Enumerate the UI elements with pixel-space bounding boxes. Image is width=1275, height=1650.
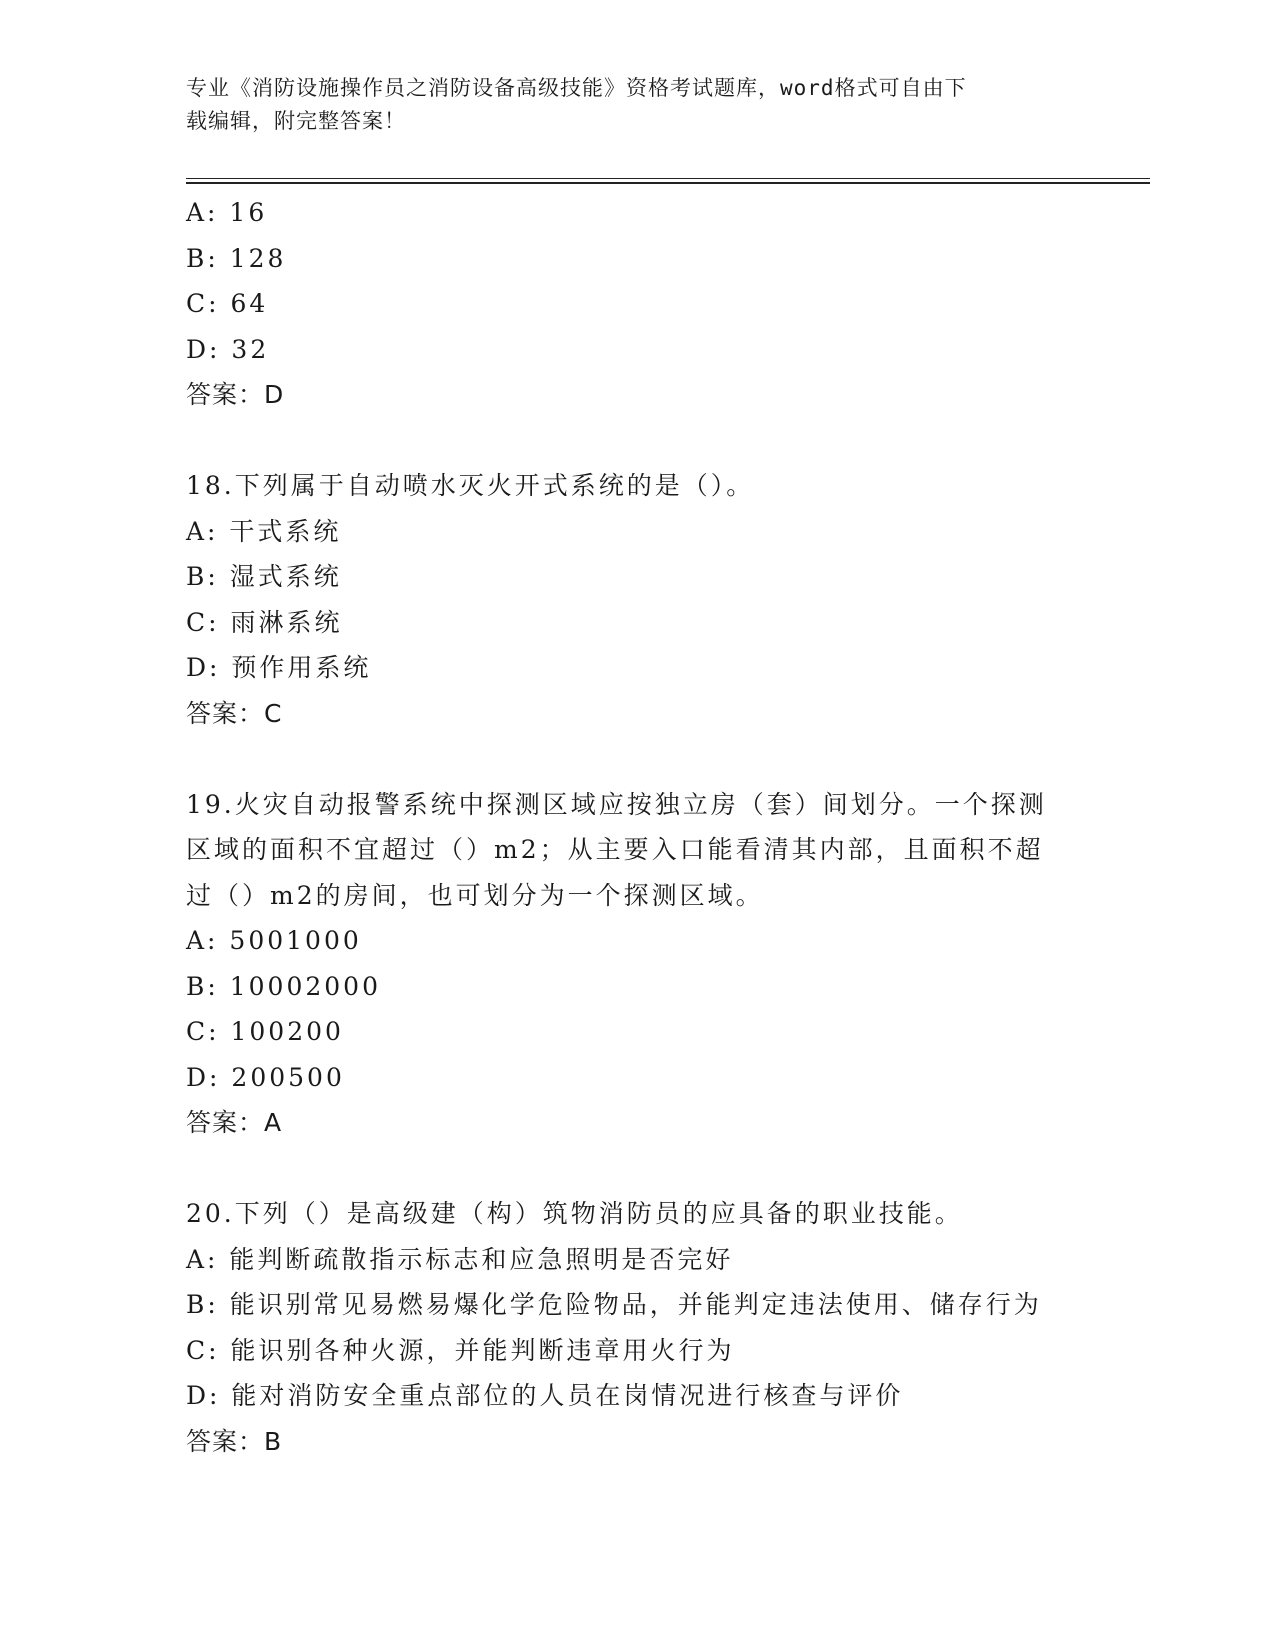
question-block-17 bbox=[186, 190, 1086, 418]
header-rule-thick bbox=[186, 182, 1150, 184]
option-b: B: 10002000 bbox=[186, 971, 381, 1001]
option-d: D: 32 bbox=[186, 334, 270, 364]
option-c: C: 能识别各种火源，并能判断违章用火行为 bbox=[186, 1335, 735, 1365]
option-c: C: 雨淋系统 bbox=[186, 607, 343, 637]
document-header bbox=[186, 72, 1066, 138]
option-c: C: 100200 bbox=[186, 1017, 344, 1046]
question-stem-line-3: 过（）m2的房间，也可划分为一个探测区域。 bbox=[186, 880, 764, 910]
question-block-19 bbox=[186, 782, 1086, 1146]
option-a: A: 能判断疏散指示标志和应急照明是否完好 bbox=[186, 1244, 734, 1274]
option-a: A: 干式系统 bbox=[186, 516, 342, 546]
option-b: B: 128 bbox=[186, 243, 287, 273]
option-c: C: 64 bbox=[186, 289, 269, 318]
answer-line: 答案：A bbox=[186, 1108, 283, 1137]
option-a: A: 5001000 bbox=[186, 926, 362, 955]
answer-line: 答案：D bbox=[186, 380, 285, 409]
option-b: B: 湿式系统 bbox=[186, 562, 342, 591]
spacer bbox=[186, 418, 1086, 464]
option-d: D: 预作用系统 bbox=[186, 653, 372, 682]
spacer bbox=[186, 1146, 1086, 1192]
header-line-1: 专业《消防设施操作员之消防设备高级技能》资格考试题库，word格式可自由下 bbox=[186, 76, 967, 100]
spacer bbox=[186, 736, 1086, 782]
question-block-18 bbox=[186, 463, 1086, 736]
question-list bbox=[186, 190, 1086, 1464]
option-d: D: 能对消防安全重点部位的人员在岗情况进行核查与评价 bbox=[186, 1381, 904, 1410]
question-block-20 bbox=[186, 1191, 1086, 1464]
question-stem-line-1: 19.火灾自动报警系统中探测区域应按独立房（套）间划分。一个探测 bbox=[186, 789, 1047, 819]
answer-line: 答案：B bbox=[186, 1426, 283, 1456]
option-a: A: 16 bbox=[186, 198, 268, 227]
header-rule-thin bbox=[186, 178, 1150, 179]
question-stem: 20.下列（）是高级建（构）筑物消防员的应具备的职业技能。 bbox=[186, 1199, 963, 1228]
question-stem-line-2: 区域的面积不宜超过（）m2；从主要入口能看清其内部，且面积不超 bbox=[186, 835, 1044, 864]
header-line-2: 载编辑，附完整答案！ bbox=[186, 109, 406, 133]
answer-line: 答案：C bbox=[186, 698, 283, 728]
question-stem: 18.下列属于自动喷水灭火开式系统的是（）。 bbox=[186, 471, 755, 500]
option-d: D: 200500 bbox=[186, 1062, 345, 1092]
option-b: B: 能识别常见易燃易爆化学危险物品，并能判定违法使用、储存行为 bbox=[186, 1290, 1042, 1319]
